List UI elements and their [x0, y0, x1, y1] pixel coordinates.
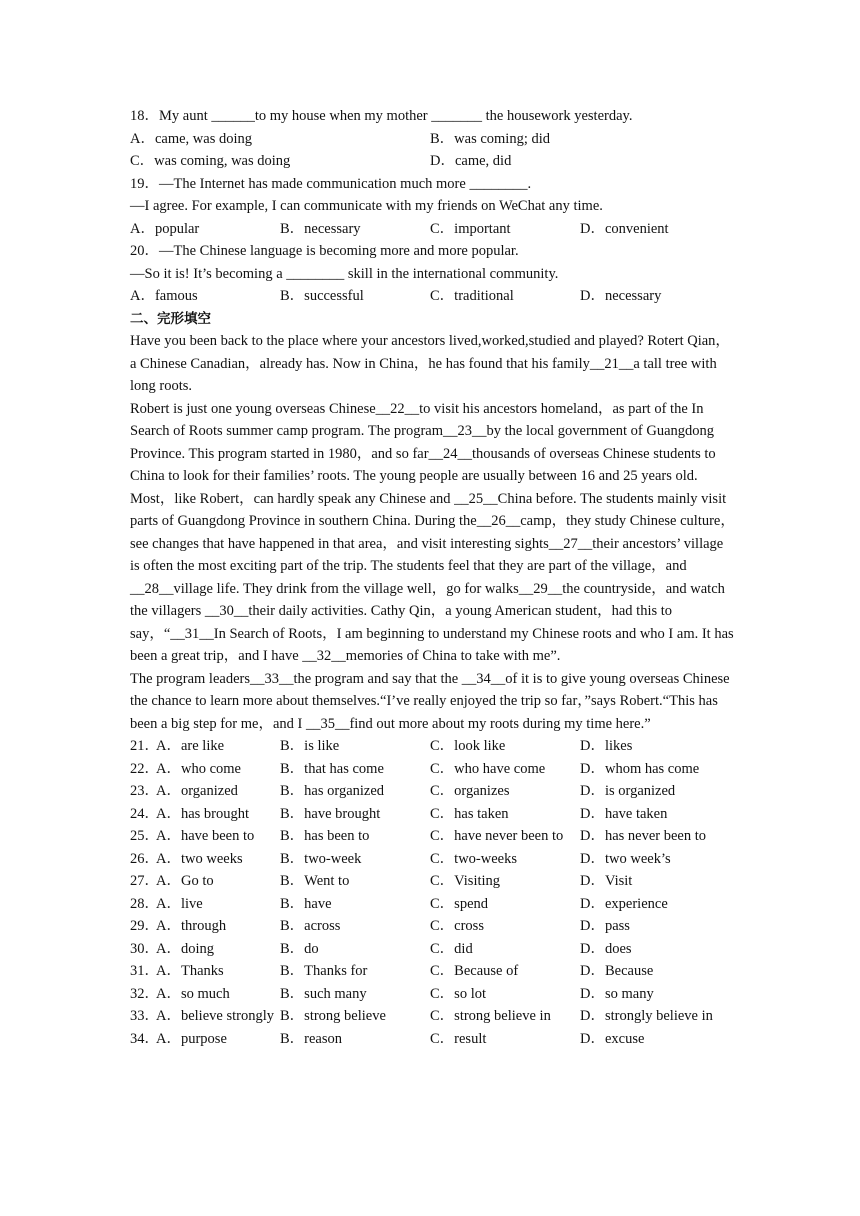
cloze-question-row — [130, 915, 735, 938]
q20-options — [130, 285, 735, 308]
cloze-option-d: D．have taken — [580, 805, 668, 822]
cloze-option-b: B．across — [280, 918, 341, 934]
cloze-question-number: 23． — [130, 783, 159, 799]
cloze-question-row — [130, 735, 735, 758]
cloze-option-a: A．organized — [156, 783, 238, 799]
cloze-option-b: B．has organized — [280, 783, 385, 799]
q20-stem: 20．—The Chinese language is becoming more and more popular. — [130, 243, 519, 259]
cloze-option-a: A．Thanks — [156, 963, 224, 979]
cloze-option-d: D．experience — [580, 895, 668, 912]
cloze-option-a: A．has brought — [156, 805, 250, 822]
cloze-question-number: 29． — [130, 918, 159, 934]
cloze-option-c: C．Visiting — [430, 873, 501, 889]
cloze-option-c: C．who have come — [430, 760, 546, 777]
cloze-option-c: C．result — [430, 1030, 487, 1047]
cloze-question-number: 33． — [130, 1008, 159, 1024]
cloze-option-a: A．two weeks — [156, 850, 243, 867]
q19-reply: —I agree. For example, I can communicate with my friends on WeChat any time. — [130, 198, 603, 214]
section-heading: 二、完形填空 — [130, 310, 211, 327]
q18-option-d: D．came, did — [430, 153, 512, 169]
cloze-option-a: A．purpose — [156, 1030, 227, 1047]
cloze-option-b: B．two-week — [280, 850, 362, 867]
cloze-option-b: B．such many — [280, 985, 367, 1002]
cloze-option-a: A．doing — [156, 940, 214, 957]
cloze-option-d: D．does — [580, 940, 632, 957]
cloze-option-c: C．two-weeks — [430, 850, 517, 867]
cloze-question-row — [130, 870, 735, 893]
cloze-option-c: C．have never been to — [430, 828, 564, 844]
cloze-option-b: B．reason — [280, 1030, 343, 1047]
cloze-option-c: C．look like — [430, 738, 506, 754]
cloze-option-c: C．so lot — [430, 985, 486, 1002]
cloze-question-row — [130, 803, 735, 826]
cloze-question-row — [130, 1028, 735, 1051]
q20-reply: —So it is! It’s becoming a ________ skill in the international community. — [130, 265, 559, 282]
cloze-option-d: D．strongly believe in — [580, 1008, 713, 1024]
cloze-question-number: 21． — [130, 738, 159, 754]
cloze-option-c: C．strong believe in — [430, 1008, 551, 1024]
cloze-option-d: D．has never been to — [580, 828, 707, 844]
cloze-option-b: B．Went to — [280, 873, 350, 889]
cloze-question-row — [130, 893, 735, 916]
q19-stem: 19．—The Internet has made communication much more ________. — [130, 175, 532, 192]
cloze-option-b: B．that has come — [280, 760, 384, 777]
cloze-question-number: 28． — [130, 895, 159, 912]
cloze-question-row — [130, 758, 735, 781]
passage-paragraph-2: Robert is just one young overseas Chinese__22__to visit his ancestors homeland，as part of the In Search of Roots summer camp program. The program__23__by the local government of Guangdong Province. This program started in 1980，and so far__24__thousands of overseas Chinese students to China to look for their families’ roots. The young people are usually between 16 and 25 years old. Most，like Robert，can hardly speak any Chinese and __25__China before. The students mainly visit parts of Guangdong Province in southern China. During the__26__camp，they study Chinese culture，see changes that have happened in that area，and visit interesting sights__27__their ancestors’ village is often the most exciting part of the trip. The students feel that they are part of the village，and __28__village life. They drink from the village well，go for walks__29__the countryside，and watch the villagers __30__their daily activities. Cathy Qin，a young American student，had this to say，“__31__In Search of Roots，I am beginning to understand my Chinese roots and who I am. It has been a great trip，and I have __32__memories of China to take with me”. — [130, 400, 735, 664]
cloze-option-d: D．Visit — [580, 873, 633, 889]
cloze-question-number: 27． — [130, 873, 159, 889]
cloze-option-c: C．has taken — [430, 805, 509, 822]
cloze-option-d: D．two week’s — [580, 850, 671, 867]
q19-option-c: C．important — [430, 220, 511, 237]
q20-option-b: B．successful — [280, 288, 364, 304]
cloze-option-a: A．believe strongly — [156, 1008, 274, 1024]
cloze-option-a: A．are like — [156, 738, 225, 754]
cloze-option-c: C．spend — [430, 895, 488, 912]
cloze-option-a: A．have been to — [156, 828, 255, 844]
cloze-question-row — [130, 960, 735, 983]
cloze-options-list — [130, 735, 735, 1050]
q19-options — [130, 218, 735, 241]
cloze-option-b: B．do — [280, 940, 319, 957]
q19-option-d: D．convenient — [580, 220, 669, 237]
cloze-option-b: B．Thanks for — [280, 963, 368, 979]
cloze-option-b: B．is like — [280, 738, 340, 754]
passage-paragraph-1: Have you been back to the place where your ancestors lived,worked,studied and played? Rotert Qian，a Chinese Canadian，already has. Now in China，he has found that his family__21__a tall tree with long roots. — [130, 333, 730, 394]
cloze-option-b: B．strong believe — [280, 1008, 386, 1024]
q18-options-row1 — [130, 128, 735, 151]
cloze-option-d: D．pass — [580, 918, 630, 934]
cloze-option-c: C．organizes — [430, 783, 510, 799]
q18-option-b: B．was coming; did — [430, 130, 551, 147]
cloze-question-number: 25． — [130, 828, 159, 844]
q19-option-a: A．popular — [130, 220, 200, 237]
q18-option-a: A．came, was doing — [130, 130, 253, 147]
q18-option-c: C．was coming, was doing — [130, 153, 291, 169]
cloze-question-row — [130, 1005, 735, 1028]
cloze-option-a: A．so much — [156, 985, 230, 1002]
cloze-option-a: A．live — [156, 895, 203, 912]
q20-option-d: D．necessary — [580, 288, 662, 304]
cloze-question-row — [130, 983, 735, 1006]
cloze-option-a: A．Go to — [156, 873, 214, 889]
cloze-option-d: D．Because — [580, 963, 654, 979]
cloze-option-a: A．through — [156, 918, 227, 934]
cloze-question-row — [130, 780, 735, 803]
cloze-option-b: B．have — [280, 895, 332, 912]
q20-option-c: C．traditional — [430, 288, 514, 304]
q18-options-row2 — [130, 150, 735, 173]
cloze-question-number: 31． — [130, 963, 159, 979]
cloze-question-number: 24． — [130, 805, 159, 822]
cloze-option-d: D．whom has come — [580, 760, 700, 777]
cloze-option-c: C．did — [430, 940, 473, 957]
cloze-option-c: C．Because of — [430, 963, 519, 979]
cloze-question-row — [130, 938, 735, 961]
q20-option-a: A．famous — [130, 288, 198, 304]
cloze-question-number: 22． — [130, 760, 159, 777]
cloze-question-number: 32． — [130, 985, 159, 1002]
cloze-option-b: B．have brought — [280, 805, 381, 822]
cloze-question-number: 30． — [130, 940, 159, 957]
cloze-option-d: D．likes — [580, 738, 633, 754]
cloze-option-c: C．cross — [430, 918, 484, 934]
q18-stem: 18．My aunt ______to my house when my mother _______ the housework yesterday. — [130, 108, 633, 124]
passage-paragraph-3: The program leaders__33__the program and say that the __34__of it is to give young overseas Chinese the chance to learn more about themselves.“I’ve really enjoyed the trip so far，”says Robert.“This has been a big step for me，and I __35__find out more about my roots during my time here.” — [130, 670, 730, 732]
cloze-question-number: 26． — [130, 850, 159, 867]
cloze-option-a: A．who come — [156, 760, 241, 777]
cloze-option-d: D．so many — [580, 985, 654, 1002]
exam-page — [130, 105, 735, 1050]
cloze-question-row — [130, 825, 735, 848]
q19-option-b: B．necessary — [280, 220, 361, 237]
cloze-option-b: B．has been to — [280, 828, 370, 844]
cloze-question-row — [130, 848, 735, 871]
cloze-question-number: 34． — [130, 1030, 159, 1047]
cloze-option-d: D．is organized — [580, 783, 676, 799]
cloze-option-d: D．excuse — [580, 1030, 645, 1047]
